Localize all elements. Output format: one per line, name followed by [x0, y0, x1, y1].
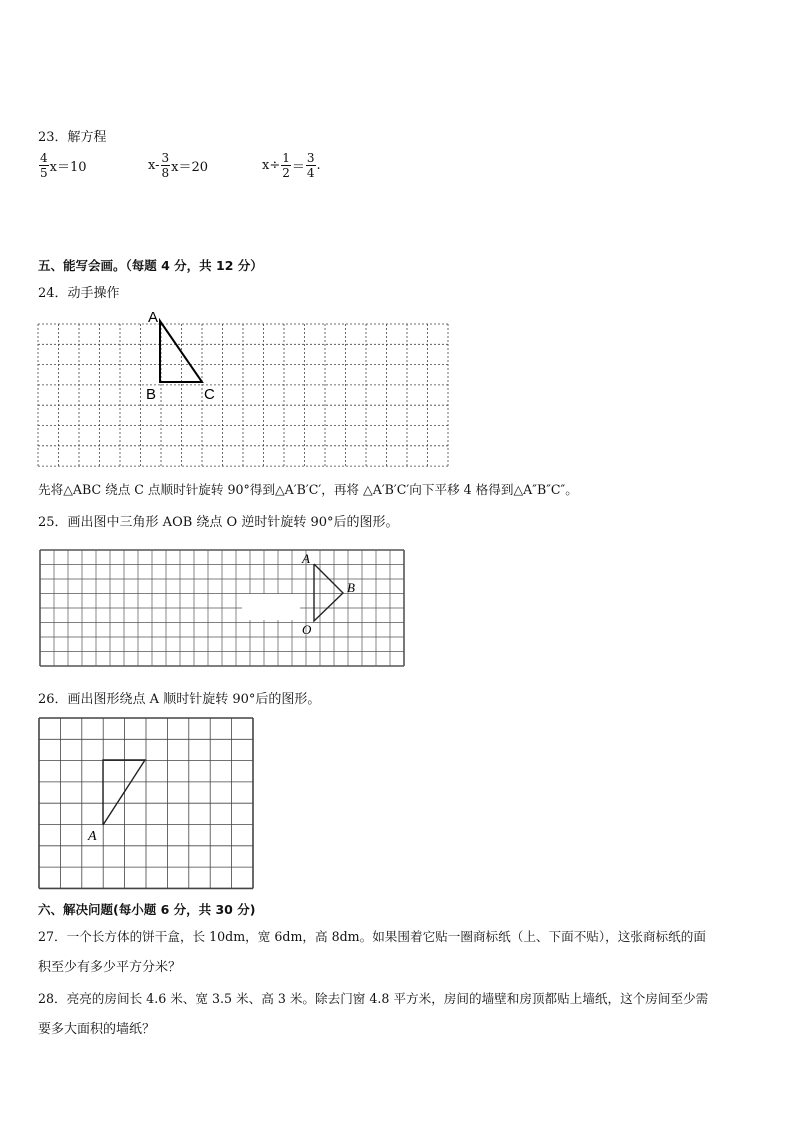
- label-c: C: [204, 386, 215, 403]
- q24-instruction: 先将△ABC 绕点 C 点顺时针旋转 90°得到△A′B′C′，再将 △A′B′C′向下平移 4 格得到△A″B″C″。: [38, 482, 578, 497]
- q23-equation-1: $\frac{4}{5}$ x＝10: [40, 151, 87, 180]
- section-6-heading: 六、解决问题(每小题 6 分，共 30 分): [38, 902, 256, 917]
- q27-line-2: 积至少有多少平方分米？: [38, 960, 182, 975]
- q23-equation-2: x- $\frac{3}{8}$ x＝20: [148, 151, 209, 180]
- fraction: $\frac{4}{5}$: [40, 151, 48, 180]
- fraction: $\frac{3}{4}$: [306, 151, 315, 180]
- grid-lines: [39, 718, 253, 888]
- fraction: $\frac{1}{2}$: [282, 151, 290, 180]
- q26-title: 26．画出图形绕点 A 顺时针旋转 90°后的图形。: [38, 692, 321, 707]
- fraction: $\frac{3}{8}$: [161, 151, 170, 180]
- label-a: A: [148, 309, 159, 326]
- q28-line-2: 要多大面积的墙纸？: [38, 1022, 156, 1037]
- q27-line-1: 27．一个长方体的饼干盒，长 10dm，宽 6dm，高 8dm。如果围着它贴一圈商标纸（上、下面不贴），这张商标纸的面: [38, 929, 706, 944]
- label-a: A: [88, 829, 97, 844]
- q25-title: 25．画出图中三角形 AOB 绕点 O 逆时针旋转 90°后的图形。: [38, 515, 399, 530]
- label-o: O: [302, 622, 312, 637]
- label-b: B: [347, 580, 355, 595]
- label-a: A: [302, 551, 310, 566]
- section-5-heading: 五、能写会画。（每题 4 分，共 12 分）: [38, 258, 263, 273]
- q24-title: 24．动手操作: [38, 286, 120, 301]
- q23-title: 23．解方程: [38, 130, 107, 145]
- label-b: B: [146, 386, 157, 403]
- q28-line-1: 28．亮亮的房间长 4.6 米、宽 3.5 米、高 3 米。除去门窗 4.8 平方米，房间的墙壁和房顶都贴上墙纸，这个房间至少需: [38, 991, 709, 1006]
- right-triangle: [103, 760, 145, 825]
- q23-equation-3: x÷ $\frac{1}{2}$ ＝ $\frac{3}{4}$ .: [262, 151, 321, 180]
